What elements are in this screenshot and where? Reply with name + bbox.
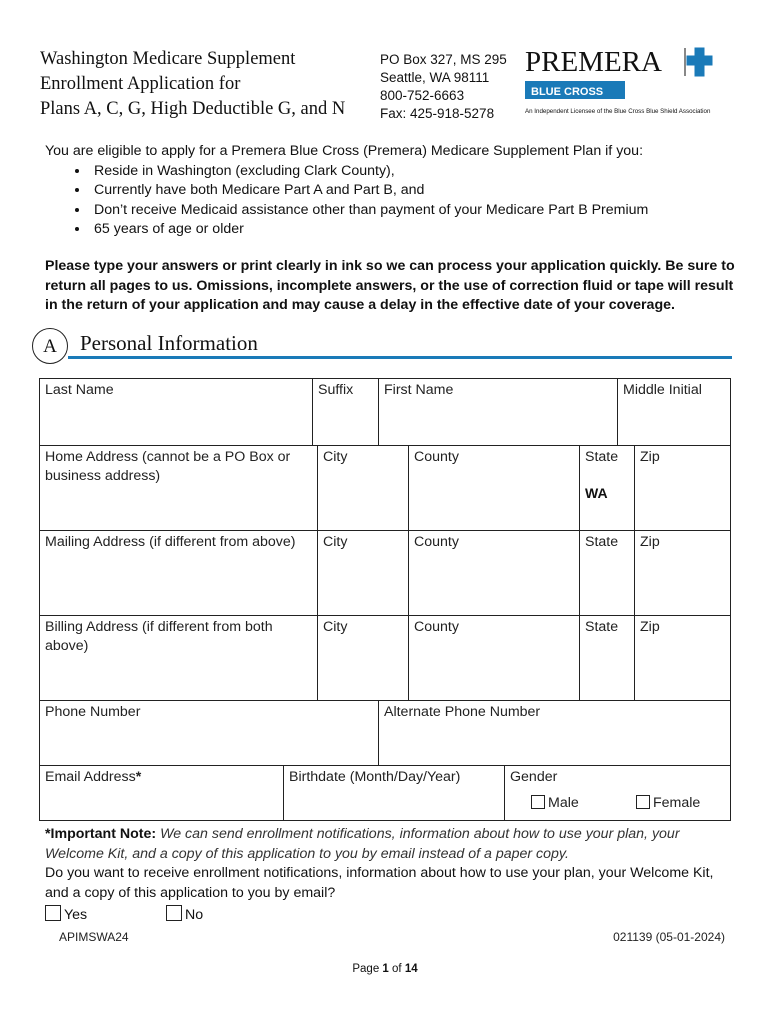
male-checkbox[interactable] bbox=[531, 795, 545, 809]
email-label: Email Address bbox=[45, 769, 136, 785]
billing-address-field[interactable] bbox=[39, 615, 318, 701]
mailing-state-field[interactable] bbox=[579, 530, 635, 616]
page-of: of bbox=[392, 963, 402, 975]
city-label: City bbox=[323, 449, 348, 465]
eligibility-intro bbox=[45, 142, 745, 240]
section-title: Personal Information bbox=[80, 331, 258, 355]
home-address-field[interactable] bbox=[39, 445, 318, 531]
required-marker: * bbox=[135, 769, 142, 785]
female-checkbox[interactable] bbox=[636, 795, 650, 809]
billing-county-field[interactable] bbox=[408, 615, 580, 701]
county-label: County bbox=[414, 619, 459, 635]
premera-logo bbox=[525, 44, 725, 116]
logo-badge-text: BLUE CROSS bbox=[531, 86, 604, 98]
billing-address-label: Billing Address (if different from both above) bbox=[45, 619, 273, 654]
address-line: PO Box 327, MS 295 bbox=[380, 52, 507, 67]
page-total: 14 bbox=[404, 963, 418, 975]
list-item: • Don’t receive Medicaid assistance other than payment of your Medicare Part B Premium bbox=[90, 201, 745, 221]
note-label: *Important Note: bbox=[45, 826, 157, 842]
billing-zip-field[interactable] bbox=[634, 615, 731, 701]
state-label: State bbox=[585, 619, 619, 635]
no-label: No bbox=[185, 907, 204, 923]
title-line-3: Plans A, C, G, High Deductible G, and N bbox=[40, 99, 346, 119]
zip-label: Zip bbox=[640, 619, 660, 635]
gender-field bbox=[504, 765, 731, 821]
suffix-field[interactable] bbox=[312, 378, 379, 446]
suffix-label: Suffix bbox=[318, 382, 354, 398]
home-address-label: Home Address (cannot be a PO Box or business address) bbox=[45, 449, 291, 484]
home-county-field[interactable] bbox=[408, 445, 580, 531]
logo-tagline: An Independent Licensee of the Blue Cross Blue Shield Association bbox=[525, 108, 711, 115]
yes-option[interactable] bbox=[45, 905, 87, 923]
list-item: • Currently have both Medicare Part A and Part B, and bbox=[90, 181, 745, 201]
yes-checkbox[interactable] bbox=[45, 905, 61, 921]
middle-initial-label: Middle Initial bbox=[623, 382, 702, 398]
no-checkbox[interactable] bbox=[166, 905, 182, 921]
birthdate-label: Birthdate (Month/Day/Year) bbox=[289, 769, 461, 785]
birthdate-field[interactable] bbox=[283, 765, 505, 821]
gender-label: Gender bbox=[510, 769, 558, 785]
mailing-address-field[interactable] bbox=[39, 530, 318, 616]
county-label: County bbox=[414, 449, 459, 465]
section-letter: A bbox=[32, 328, 68, 364]
document-title bbox=[40, 47, 345, 122]
list-item: • 65 years of age or older bbox=[90, 220, 745, 240]
list-item: • Reside in Washington (excluding Clark County), bbox=[90, 162, 745, 182]
form-version: 021139 (05-01-2024) bbox=[613, 930, 725, 944]
billing-city-field[interactable] bbox=[317, 615, 409, 701]
page-prefix: Page bbox=[352, 963, 380, 975]
page-number bbox=[0, 963, 770, 975]
zip-label: Zip bbox=[640, 534, 660, 550]
male-option[interactable] bbox=[531, 794, 579, 813]
page-current: 1 bbox=[382, 963, 389, 975]
contact-address bbox=[380, 51, 507, 123]
county-label: County bbox=[414, 534, 459, 550]
fax-line: Fax: 425-918-5278 bbox=[380, 106, 495, 121]
billing-state-field[interactable] bbox=[579, 615, 635, 701]
phone-field[interactable] bbox=[39, 700, 379, 766]
zip-label: Zip bbox=[640, 449, 660, 465]
female-option[interactable] bbox=[636, 794, 700, 813]
first-name-label: First Name bbox=[384, 382, 454, 398]
first-name-field[interactable] bbox=[378, 378, 618, 446]
home-state-value: WA bbox=[585, 485, 608, 501]
email-consent-note bbox=[45, 825, 735, 903]
title-line-1: Washington Medicare Supplement bbox=[40, 49, 296, 69]
no-option[interactable] bbox=[166, 905, 203, 923]
state-label: State bbox=[585, 534, 619, 550]
middle-initial-field[interactable] bbox=[617, 378, 731, 446]
last-name-label: Last Name bbox=[45, 382, 114, 398]
mailing-city-field[interactable] bbox=[317, 530, 409, 616]
last-name-field[interactable] bbox=[39, 378, 313, 446]
note-question: Do you want to receive enrollment notifications, information about how to use your plan, your Welcome Kit, and a copy of this application to you by email? bbox=[45, 865, 714, 901]
section-divider bbox=[68, 356, 732, 359]
phone-line: 800-752-6663 bbox=[380, 88, 465, 103]
eligibility-lead: You are eligible to apply for a Premera Blue Cross (Premera) Medicare Supplement Plan if you: bbox=[45, 143, 644, 159]
address-line: Seattle, WA 98111 bbox=[380, 70, 490, 85]
yes-label: Yes bbox=[64, 907, 88, 923]
home-city-field[interactable] bbox=[317, 445, 409, 531]
home-zip-field[interactable] bbox=[634, 445, 731, 531]
mailing-address-label: Mailing Address (if different from above) bbox=[45, 534, 296, 550]
city-label: City bbox=[323, 534, 348, 550]
state-label: State bbox=[585, 449, 619, 465]
form-code: APIMSWA24 bbox=[59, 930, 129, 944]
alt-phone-field[interactable] bbox=[378, 700, 731, 766]
alt-phone-label: Alternate Phone Number bbox=[384, 704, 541, 720]
mailing-zip-field[interactable] bbox=[634, 530, 731, 616]
phone-label: Phone Number bbox=[45, 704, 141, 720]
city-label: City bbox=[323, 619, 348, 635]
title-line-2: Enrollment Application for bbox=[40, 74, 241, 94]
email-field[interactable] bbox=[39, 765, 284, 821]
logo-brand-text: PREMERA bbox=[525, 46, 662, 78]
male-label: Male bbox=[548, 795, 579, 811]
note-italic: We can send enrollment notifications, information about how to use your plan, your Welcome Kit, and a copy of this application to you by email instead of a paper copy. bbox=[45, 826, 680, 862]
female-label: Female bbox=[653, 795, 701, 811]
eligibility-list bbox=[45, 162, 745, 240]
instructions: Please type your answers or print clearly in ink so we can process your application quickly. Be sure to return all pages to us. Omissions, incomplete answers, or the use of correction fluid or tape will result in the return of your application and may cause a delay in the effective date of your coverage. bbox=[45, 258, 735, 313]
mailing-county-field[interactable] bbox=[408, 530, 580, 616]
